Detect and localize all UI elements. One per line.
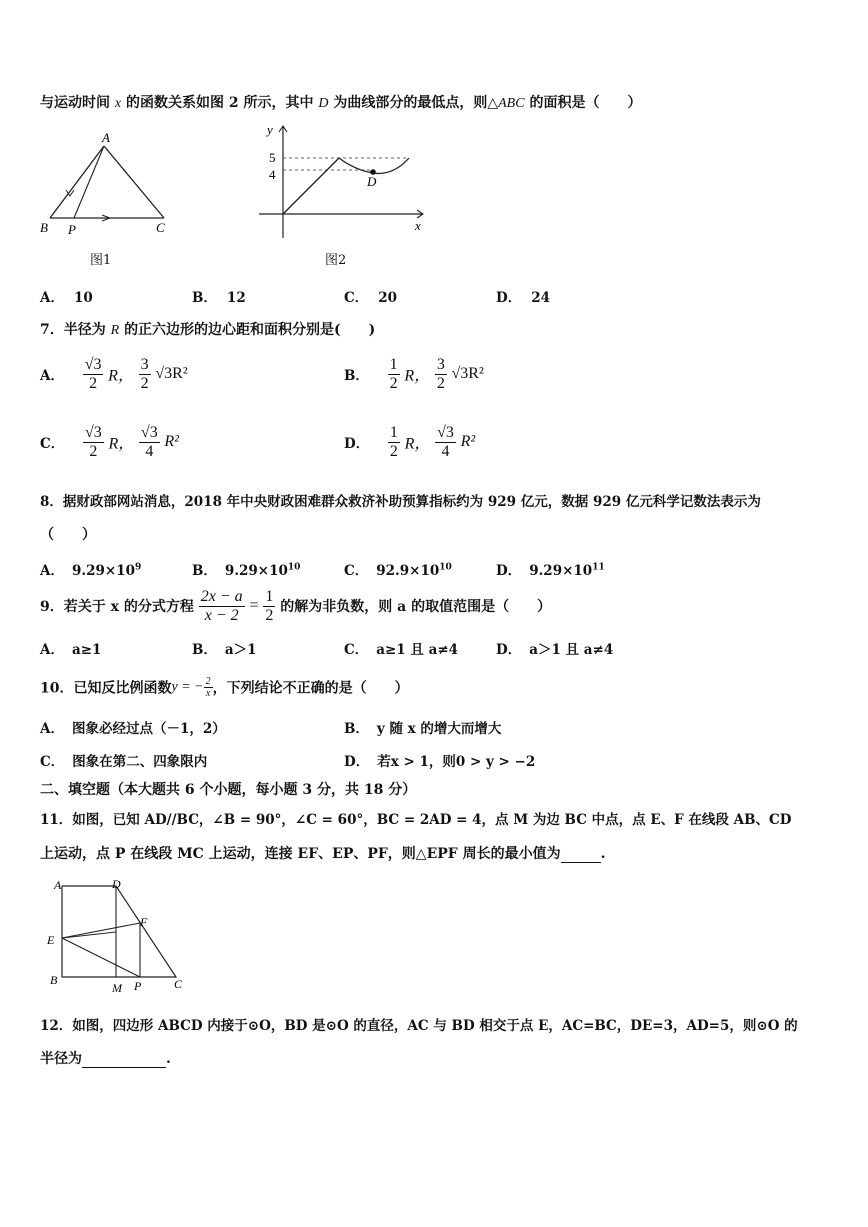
q11-fig-f: F — [140, 915, 148, 929]
q11-fig-c: C — [174, 977, 183, 991]
q6-abc: ABC — [498, 96, 525, 111]
section2-title: 二、填空题（本大题共 6 个小题，每小题 3 分，共 18 分） — [40, 782, 417, 798]
q6-figure2 — [255, 118, 435, 242]
q11-fig-e: E — [47, 933, 55, 947]
q11-fig-b: B — [50, 973, 58, 987]
q12-line1: 12．如图，四边形 ABCD 内接于⊙O，BD 是⊙O 的直径，AC 与 BD 相交于点 E，AC=BC，DE=3，AD=5，则⊙O 的 — [40, 1018, 798, 1034]
q10-option-c: C． 图象在第二、四象限内 — [40, 754, 208, 770]
q11-answer-blank[interactable] — [561, 848, 601, 863]
q6-option-b: B． 12 — [192, 290, 246, 306]
fig2-label-y: y — [267, 122, 273, 137]
q10-stem: 10．已知反比例函数y = − $\frac{2}{x}$ ，下列结论不正确的是（ ） — [40, 676, 409, 699]
q8-option-a: A． $9.29\times 10^9$ — [40, 562, 142, 579]
q6-figure1 — [36, 128, 186, 240]
q10-option-d: D． 若x > 1，则0 > y > −2 — [344, 754, 536, 770]
q7-option-c: C． $\frac{√3}{2}$ R， $\frac{√3}{4}$ R² — [40, 424, 179, 460]
q8-option-b: B． $9.29\times 10^{10}$ — [192, 562, 301, 579]
q6-option-a: A． 10 — [40, 290, 93, 306]
fig2-label-d: D — [367, 174, 377, 189]
q6-intro: 与运动时间 — [40, 95, 110, 111]
fig1-label-a: A — [102, 130, 110, 145]
q9-option-d: D． a＞1 且 a≠4 — [496, 642, 614, 658]
fig2-tick-4: 4 — [269, 167, 276, 182]
fig1-caption: 图1 — [90, 253, 112, 268]
q11-fig-m: M — [112, 981, 122, 995]
q6-option-d: D． 24 — [496, 290, 551, 306]
q11-line1: 11．如图，已知 AD//BC，∠B = 90°，∠C = 60°，BC = 2AD = 4，点 M 为边 BC 中点，点 E、F 在线段 AB、CD — [40, 812, 792, 828]
q7-option-d: D． $\frac{1}{2}$ R， $\frac{√3}{4}$ R² — [344, 424, 476, 460]
q6-mid: 的函数关系如图 2 所示，其中 — [125, 95, 314, 111]
q6-end: 的面积是（ ） — [529, 95, 642, 111]
q9-option-b: B． a＞1 — [192, 642, 257, 658]
q12-line2: 半径为 . — [40, 1051, 171, 1067]
fig1-label-b: B — [40, 220, 48, 235]
q6-var-x: x — [114, 96, 122, 111]
q8-paren: （ ） — [40, 527, 96, 543]
q10-option-a: A． 图象必经过点（－1，2） — [40, 721, 226, 737]
fig2-label-x: x — [415, 218, 421, 233]
q6-option-c: C． 20 — [344, 290, 398, 306]
q11-fig-a: A — [54, 878, 62, 892]
q11-line2: 上运动，点 P 在线段 MC 上运动，连接 EF、EP、PF，则△EPF 周长的最小值为 . — [40, 846, 606, 862]
q12-answer-blank[interactable] — [82, 1053, 166, 1068]
q11-figure — [44, 876, 194, 996]
q9-option-a: A． a≥1 — [40, 642, 102, 658]
q7-stem: 7．半径为 R 的正六边形的边心距和面积分别是( ) — [40, 322, 376, 338]
q7-option-b: B． $\frac{1}{2}$ R， $\frac{3}{2}$ √3R² — [344, 356, 484, 392]
fig1-label-p: P — [68, 222, 76, 237]
q6-stem — [40, 92, 641, 112]
q8-stem: 8．据财政部网站消息，2018 年中央财政困难群众救济补助预算指标约为 929 亿元，数据 929 亿元科学记数法表示为 — [40, 494, 761, 510]
fig2-caption: 图2 — [325, 253, 347, 268]
fig2-tick-5: 5 — [269, 150, 276, 165]
q9-option-c: C． a≥1 且 a≠4 — [344, 642, 459, 658]
q11-fig-d: D — [112, 877, 121, 891]
q6-mid2: 为曲线部分的最低点，则△ — [333, 95, 499, 111]
q7-option-a: A． $\frac{√3}{2}$ R， $\frac{3}{2}$ √3R² — [40, 356, 188, 392]
fig1-label-c: C — [156, 220, 165, 235]
q8-option-c: C． $92.9\times 10^{10}$ — [344, 562, 452, 579]
q10-option-b: B． y 随 x 的增大而增大 — [344, 721, 502, 737]
q6-var-d: D — [318, 96, 329, 111]
q9-stem: 9．若关于 x 的分式方程 $\frac{2x - a}{x - 2}$ = $\frac{1}{2}$ 的解为非负数，则 a 的取值范围是（ ） — [40, 588, 552, 624]
q11-fig-p: P — [134, 979, 142, 993]
q8-option-d: D． $9.29\times 10^{11}$ — [496, 562, 605, 579]
